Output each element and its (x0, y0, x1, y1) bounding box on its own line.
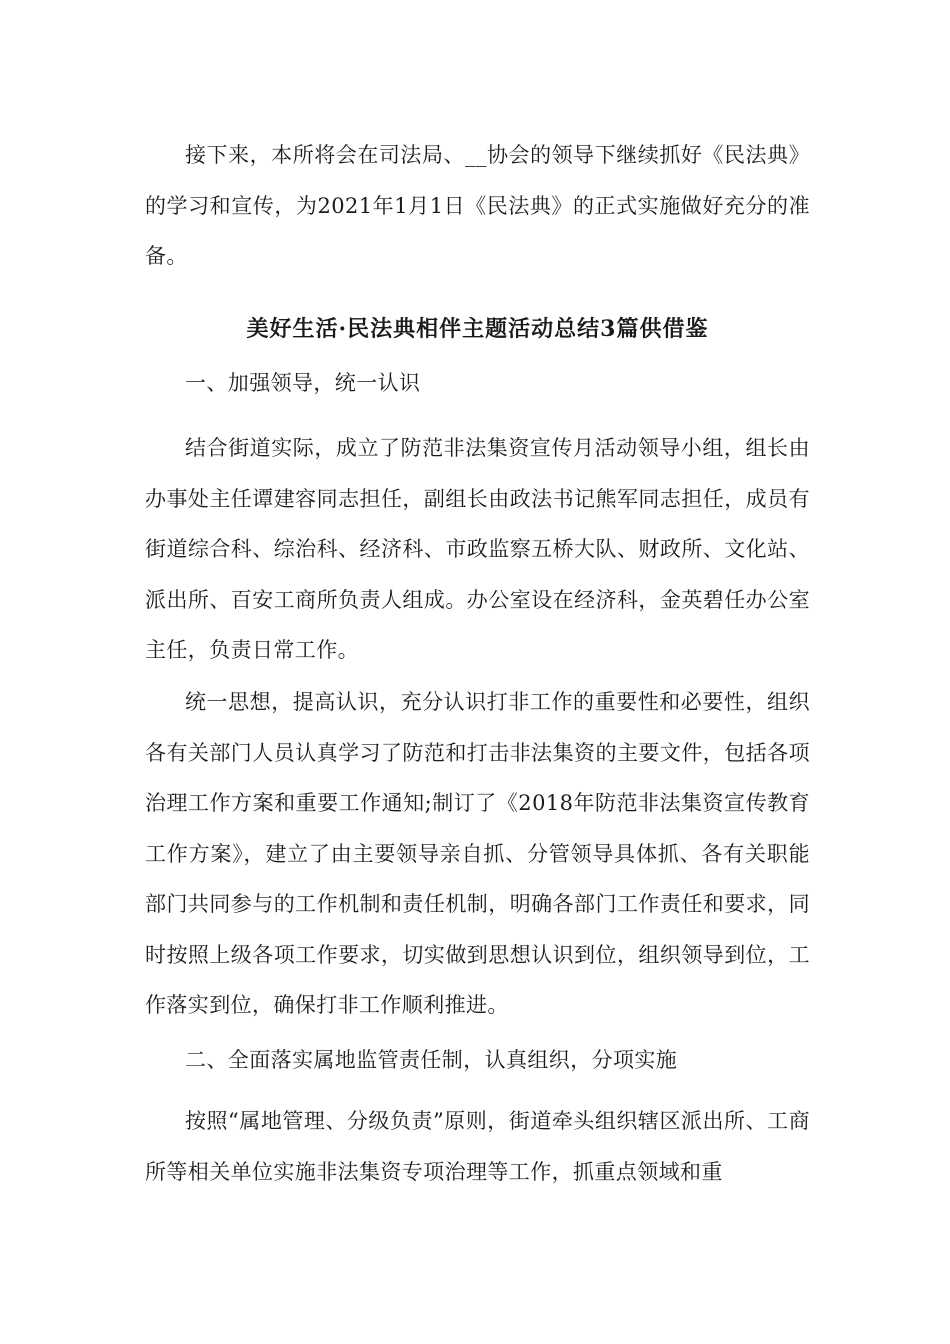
paragraph-closing: 接下来，本所将会在司法局、__协会的领导下继续抓好《民法典》的学习和宣传，为2021年1月1日《民法典》的正式实施做好充分的准备。 (145, 143, 810, 268)
section-heading-2: 二、全面落实属地监管责任制，认真组织，分项实施 (185, 1048, 678, 1072)
paragraph-leadership-group: 结合街道实际，成立了防范非法集资宣传月活动领导小组，组长由办事处主任谭建容同志担任，副组长由政法书记熊军同志担任，成员有街道综合科、综治科、经济科、市政监察五桥大队、财政所、文化站、派出所、百安工商所负责人组成。办公室设在经济科，金英碧任办公室主任，负责日常工作。 (145, 436, 810, 662)
document-title: 美好生活·民法典相伴主题活动总结3篇供借鉴 (246, 316, 709, 342)
paragraph-unified-thinking: 统一思想，提高认识，充分认识打非工作的重要性和必要性，组织各有关部门人员认真学习了防范和打击非法集资的主要文件，包括各项治理工作方案和重要工作通知;制订了《2018年防范非法集资宣传教育工作方案》，建立了由主要领导亲自抓、分管领导具体抓、各有关职能部门共同参与的工作机制和责任机制，明确各部门工作责任和要求，同时按照上级各项工作要求，切实做到思想认识到位，组织领导到位，工作落实到位，确保打非工作顺利推进。 (145, 690, 810, 1017)
paragraph-territorial-management: 按照“属地管理、分级负责”原则，街道牵头组织辖区派出所、工商所等相关单位实施非法集资专项治理等工作，抓重点领域和重 (145, 1109, 810, 1184)
section-heading-1: 一、加强领导，统一认识 (185, 371, 421, 395)
